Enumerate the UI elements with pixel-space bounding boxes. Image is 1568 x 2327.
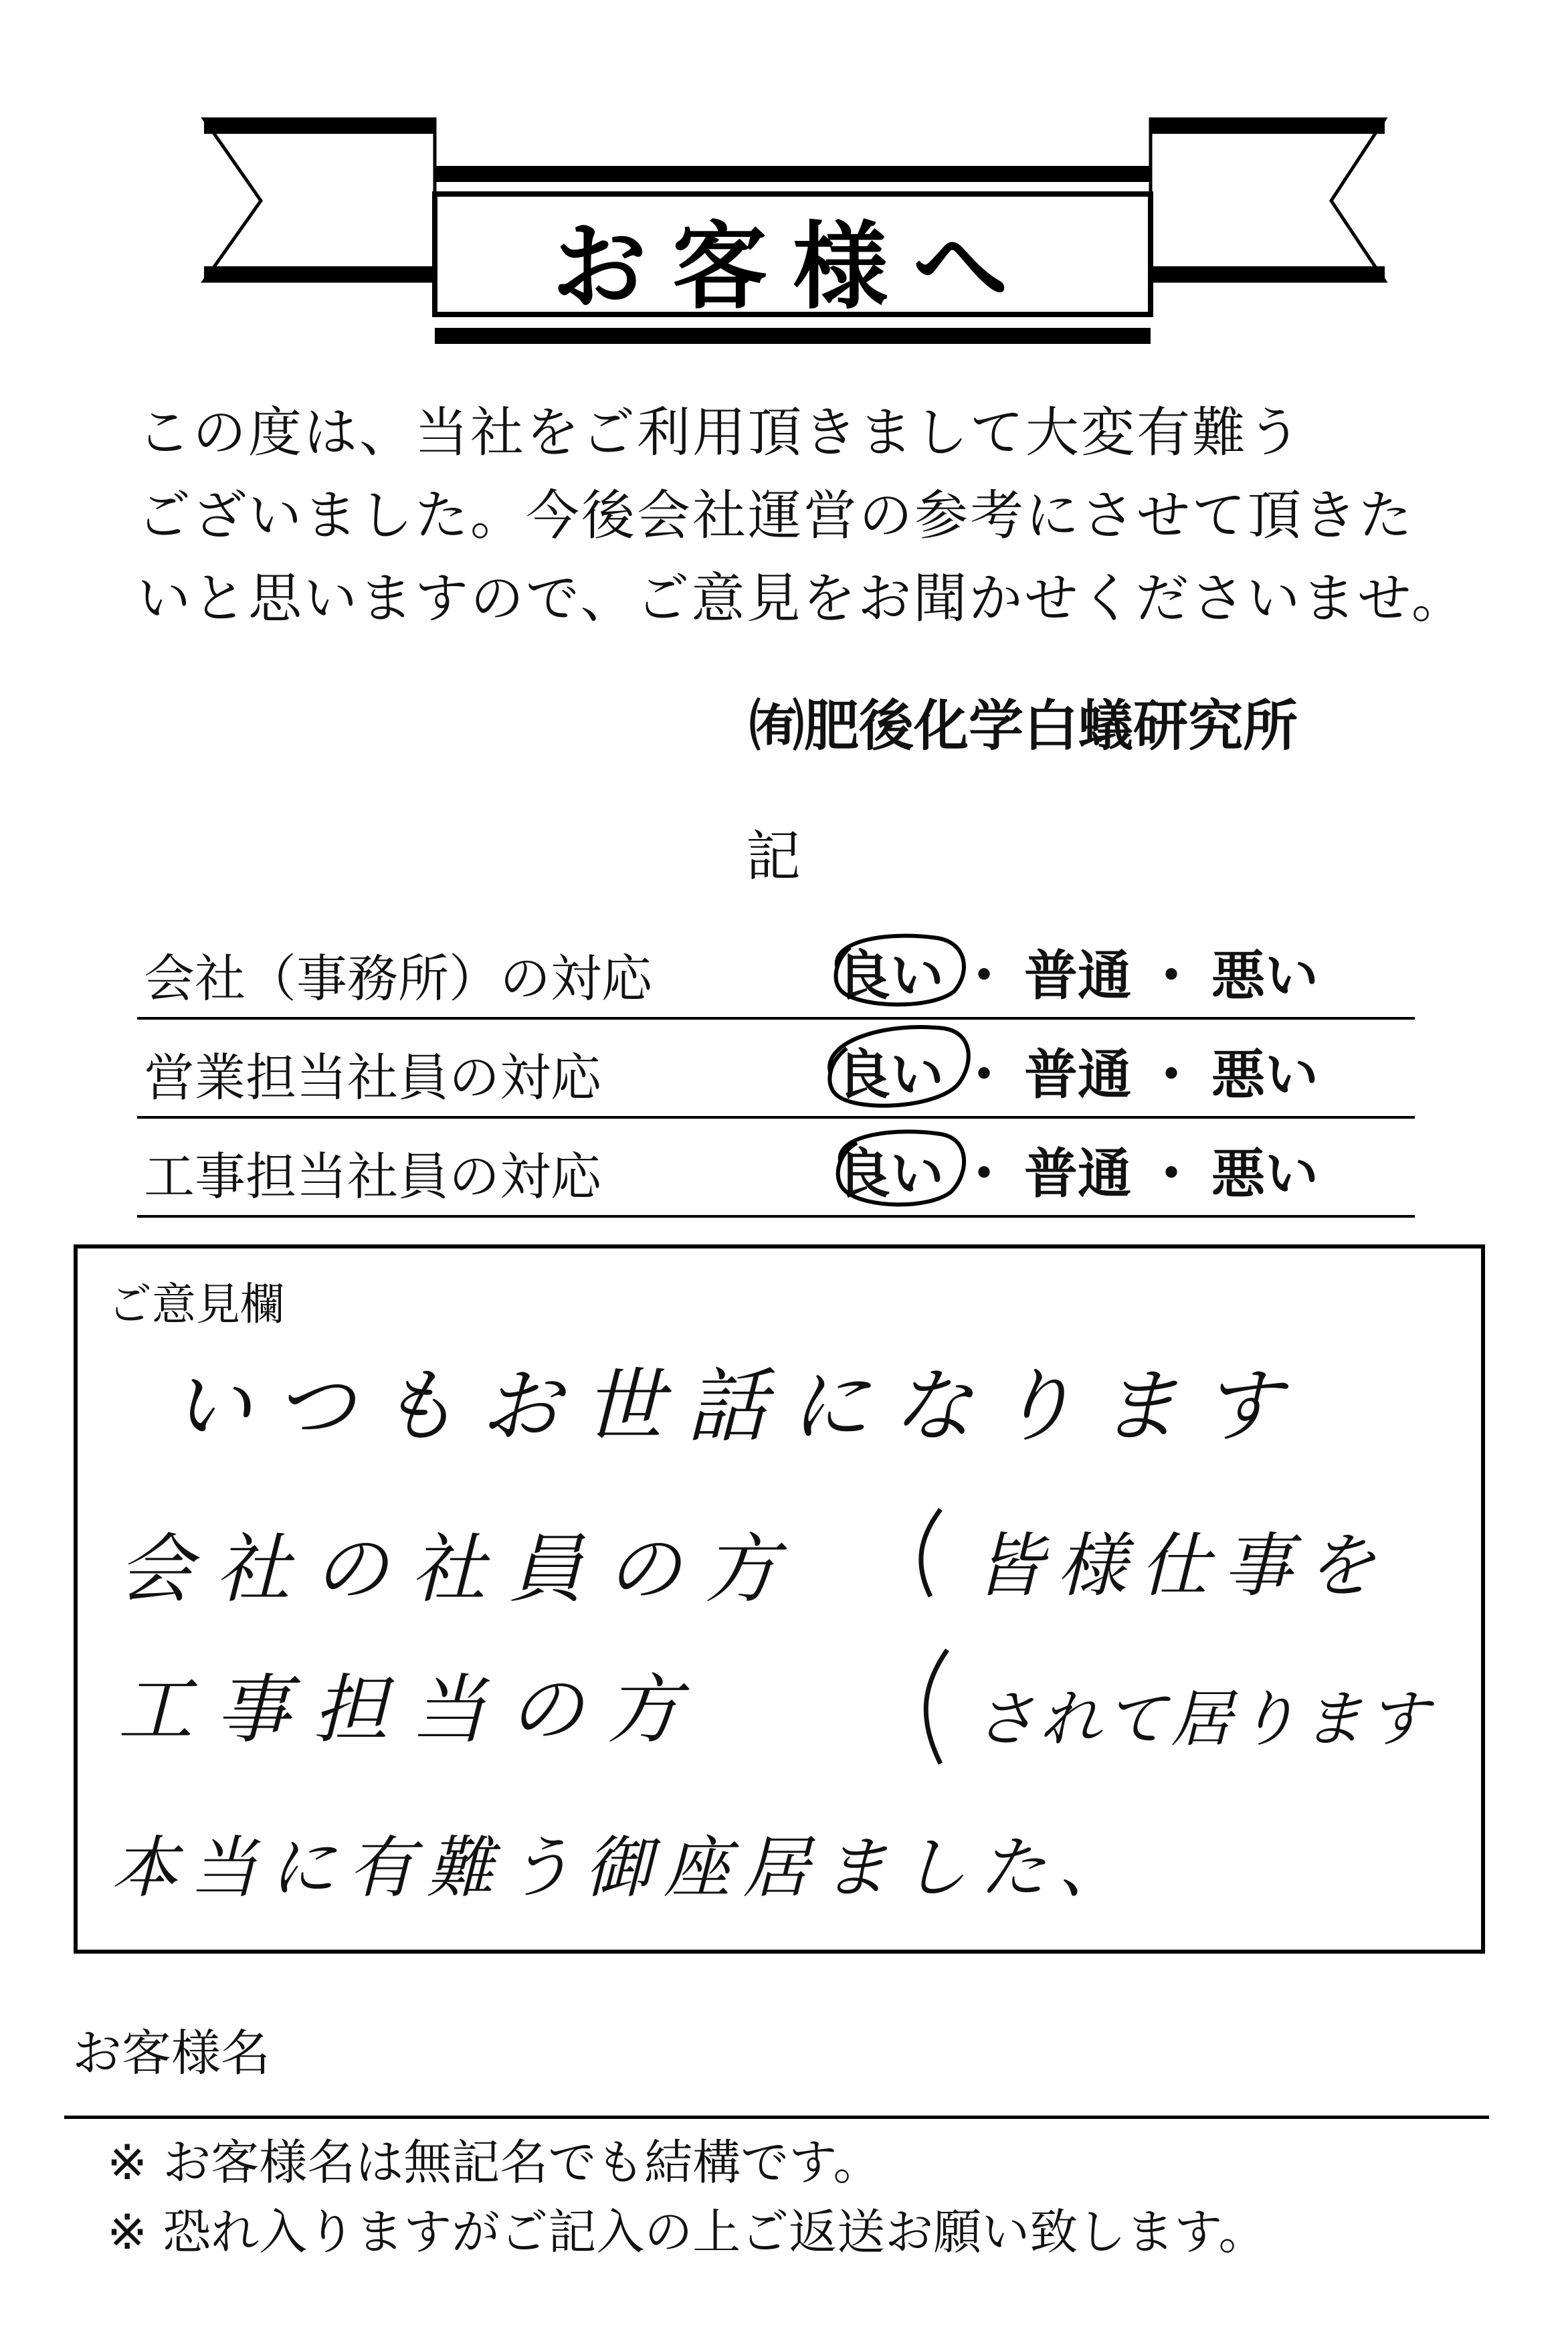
intro-line: この度は、当社をご利用頂きまして大変有難う [137,401,1303,464]
option-normal[interactable]: 普通 [1024,1044,1131,1106]
handwritten-line: 皆様仕事を [974,1525,1389,1606]
customer-name-label: お客様名 [72,2025,270,2082]
separator: ・ [957,945,1011,1007]
separator: ・ [957,1044,1011,1106]
intro-paragraph [137,391,1467,640]
handwritten-line: 工事担当の方 [118,1667,704,1754]
comment-box[interactable] [74,1244,1485,1954]
separator: ・ [957,1143,1011,1205]
option-good[interactable] [833,933,948,1010]
rating-row-sales [137,1017,1415,1119]
handwritten-line: 本当に有難う御座居ました、 [111,1829,1137,1907]
notes [107,2128,1266,2267]
separator: ・ [1145,1044,1198,1106]
rating-label: 会社（事務所）の対応 [144,949,652,1008]
separator: ・ [1145,1143,1198,1205]
note-line: ※ お客様名は無記名でも結構です。 [107,2134,882,2191]
page-title: お客様へ [552,212,1034,322]
intro-line: いと思いますので、ご意見をお聞かせくださいませ。 [137,567,1467,630]
rating-options [833,1131,1322,1208]
handwritten-line: されて居ります [974,1683,1434,1755]
option-good[interactable] [833,1032,948,1109]
rating-row-office [137,918,1415,1020]
option-text: 良い [837,1044,944,1106]
ki-heading: 記 [746,825,801,889]
option-normal[interactable]: 普通 [1024,945,1131,1007]
handwritten-line: 会社の社員の方 [118,1526,801,1613]
option-bad[interactable]: 悪い [1211,1143,1318,1205]
option-normal[interactable]: 普通 [1024,1143,1131,1205]
option-bad[interactable]: 悪い [1211,945,1318,1007]
handwritten-bracket-icon [894,1496,974,1777]
option-bad[interactable]: 悪い [1211,1044,1318,1106]
option-good[interactable] [833,1131,948,1208]
comment-label: ご意見欄 [108,1279,284,1330]
customer-name-field[interactable] [64,2116,1489,2119]
separator: ・ [1145,945,1198,1007]
handwritten-line: いつもお世話になります [171,1360,1304,1453]
option-text: 良い [837,1143,944,1205]
note-line: ※ 恐れ入りますがご記入の上ご返送お願い致します。 [107,2204,1267,2260]
intro-line: ございました。今後会社運営の参考にさせて頂きた [137,484,1414,547]
rating-label: 営業担当社員の対応 [144,1048,601,1107]
company-name: ㈲肥後化学白蟻研究所 [749,694,1298,758]
rating-options [833,1032,1322,1109]
option-text: 良い [837,945,944,1007]
rating-options [833,933,1322,1010]
rating-row-construction [137,1116,1415,1218]
rating-label: 工事担当社員の対応 [144,1147,601,1206]
